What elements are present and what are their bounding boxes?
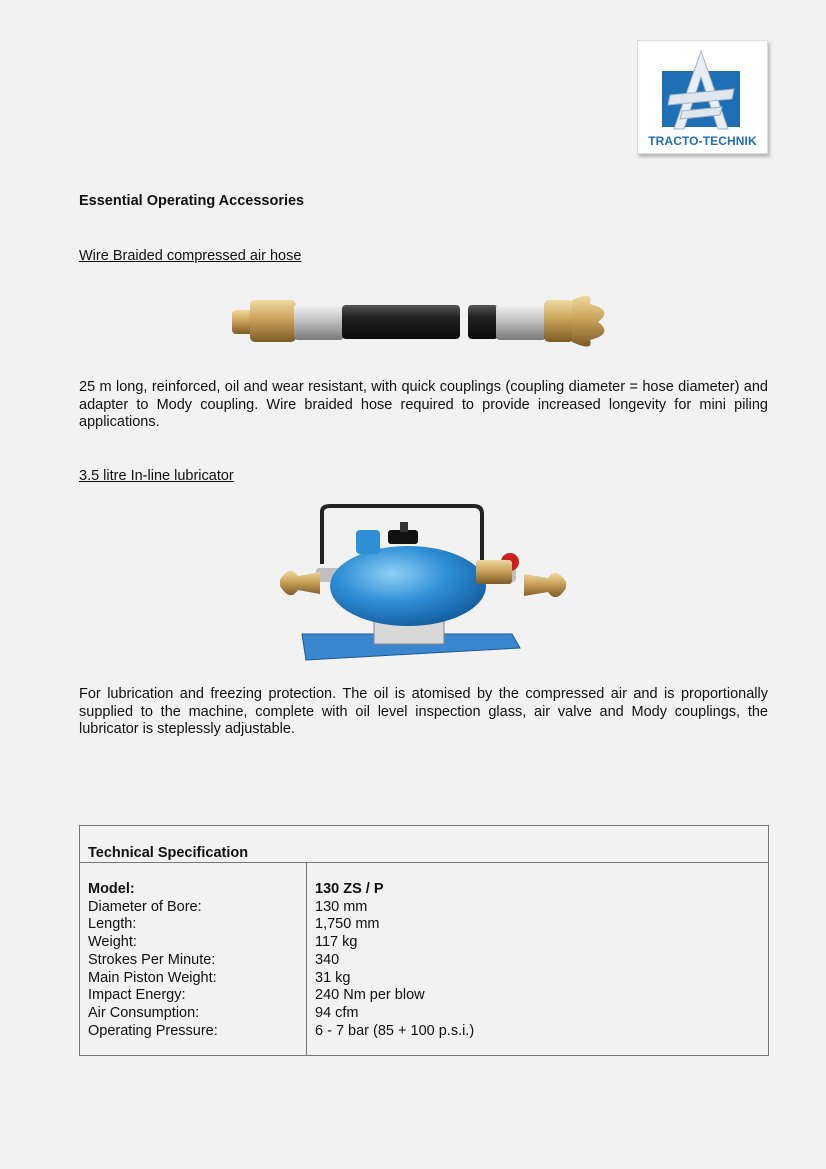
spec-label: Weight: [88,934,137,951]
spec-label: Strokes Per Minute: [88,951,216,968]
spec-value: 117 kg [315,934,358,951]
spec-values-column [315,881,474,1040]
spec-labels-column [88,881,218,1040]
spec-label: Air Consumption: [88,1004,200,1021]
spec-label: Operating Pressure: [88,1022,218,1039]
lubricator-description: For lubrication and freezing protection. The oil is atomised by the compressed air and is proportionally supplied to the machine, complete with oil level inspection glass, air valve and Mody couplings, the lubricator is steplessly adjustable. [79,686,768,737]
spec-label: Main Piston Weight: [88,969,217,986]
spec-value: 130 mm [315,898,368,915]
spec-label-model: Model: [88,881,135,897]
page-heading: Essential Operating Accessories [79,193,305,209]
technical-specification-table [79,825,769,1056]
lubricator-section-title: 3.5 litre In-line lubricator [79,468,234,484]
spec-title: Technical Specification [88,845,249,861]
spec-value: 1,750 mm [315,916,380,933]
tracto-technik-logo-icon [662,49,742,131]
logo-text: TRACTO-TECHNIK [648,134,757,148]
spec-column-divider [306,862,307,1055]
hose-section-title: Wire Braided compressed air hose [79,248,302,264]
spec-value: 240 Nm per blow [315,987,425,1004]
hose-description: 25 m long, reinforced, oil and wear resistant, with quick couplings (coupling diameter = hose diameter) and adapter to Mody coupling. Wire braided hose required to provide increased longevity for mini piling applications. [79,379,768,430]
spec-header [80,826,768,863]
spec-label: Impact Energy: [88,987,186,1004]
air-hose-image [222,290,618,352]
spec-value-model: 130 ZS / P [315,881,384,897]
company-logo [637,40,768,154]
spec-value: 31 kg [315,969,351,986]
spec-label: Diameter of Bore: [88,898,202,915]
spec-label: Length: [88,916,137,933]
spec-value: 340 [315,951,340,968]
lubricator-image [276,502,570,664]
spec-value: 6 - 7 bar (85 + 100 p.s.i.) [315,1022,475,1039]
spec-value: 94 cfm [315,1004,359,1021]
